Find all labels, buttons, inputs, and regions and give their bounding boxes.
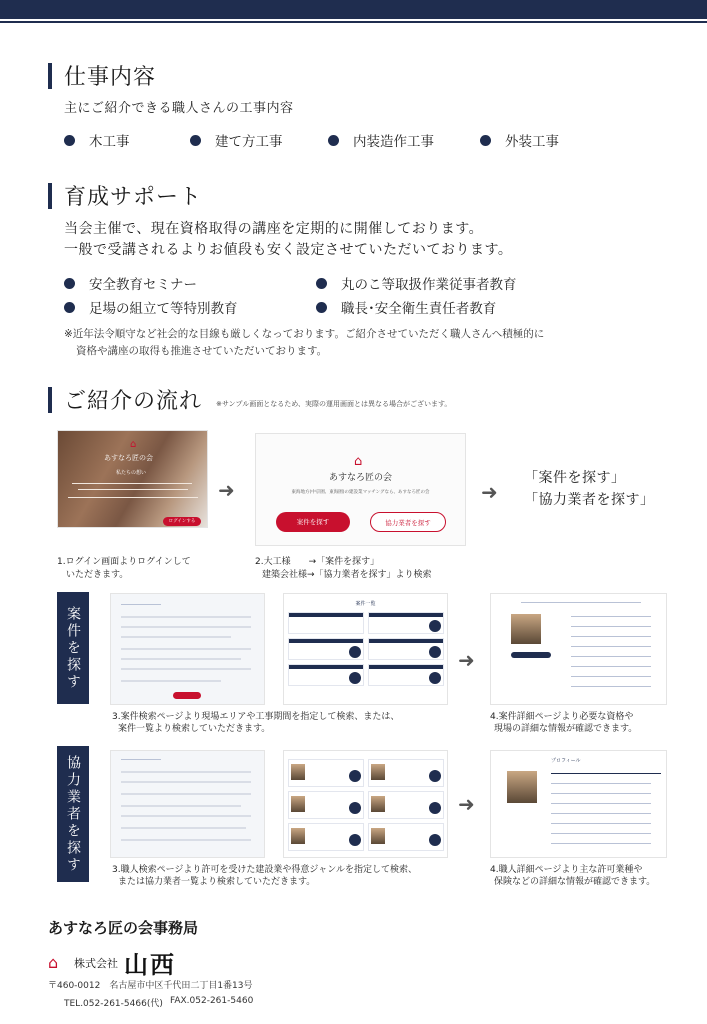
worker-photo <box>511 614 541 644</box>
right-arrow-icon: ➜ <box>218 478 235 502</box>
section-flow-heading <box>48 384 451 415</box>
company-prefix: 株式会社 <box>74 956 118 970</box>
list-item[interactable] <box>288 759 364 787</box>
bullet-icon <box>328 135 339 146</box>
bullet-icon <box>64 135 75 146</box>
row1-caption-b-2: 現場の詳細な情報が確認できます。 <box>494 724 638 734</box>
bullet-icon <box>316 302 327 313</box>
heading-bar <box>48 387 52 413</box>
work-item: 内装造作工事 <box>328 130 434 150</box>
list-item[interactable] <box>368 823 444 851</box>
partner-list-screenshot <box>283 750 448 858</box>
list-item[interactable] <box>288 791 364 819</box>
list-item[interactable] <box>368 759 444 787</box>
right-arrow-icon: ➜ <box>458 648 475 672</box>
site-name: あすなろ匠の会 <box>328 473 392 483</box>
worker-photo <box>507 771 537 803</box>
row1-caption-a-2: 案件一覧より検索していただきます。 <box>118 724 271 734</box>
house-roof-icon: ⌂ <box>354 454 363 469</box>
partner-search-screenshot <box>110 750 265 858</box>
support-item: 職長･安全衛生責任者教育 <box>316 297 496 317</box>
list-item[interactable] <box>368 664 444 686</box>
step1-caption-1: 1.ログイン画面よりログインして <box>57 557 191 567</box>
step2-caption-2: 建築会社様→「協力業者を探す」より検索 <box>262 570 432 580</box>
find-partner-button[interactable]: 協力業者を探す <box>370 512 446 532</box>
row1-caption-b-1: 4.案件詳細ページより必要な資格や <box>490 712 634 722</box>
row2-caption-b-1: 4.職人詳細ページより主な許可業種や <box>490 865 643 875</box>
work-item: 木工事 <box>64 130 130 150</box>
project-search-screenshot <box>110 593 265 705</box>
house-roof-icon: ⌂ <box>130 439 137 450</box>
heading-bar <box>48 63 52 89</box>
section-work-heading <box>48 60 156 91</box>
right-arrow-icon: ➜ <box>458 792 475 816</box>
bullet-icon <box>64 302 75 313</box>
search-button[interactable] <box>173 692 201 699</box>
list-item[interactable] <box>368 612 444 634</box>
site-tagline: 東海地方(中京圏、東海圏)の建設業マッチングなら、あすなろ匠の会 <box>291 490 430 495</box>
login-subtitle: 私たちの想い <box>116 470 147 476</box>
row-label-find-project: 案件を探す <box>57 592 89 704</box>
section-support-heading <box>48 180 202 211</box>
top-page-screenshot <box>255 433 466 546</box>
support-item: 安全教育セミナー <box>64 273 197 293</box>
login-button[interactable]: ログインする <box>163 517 201 526</box>
list-item[interactable] <box>288 612 364 634</box>
list-item[interactable] <box>368 638 444 660</box>
support-item: 足場の組立て等特別教育 <box>64 297 238 317</box>
bullet-icon <box>480 135 491 146</box>
row2-caption-a-2: または協力業者一覧より検索していただきます。 <box>118 877 316 887</box>
sample-note: ※サンプル画面となるため、実際の運用画面とは異なる場合がございます。 <box>216 399 452 408</box>
step1-caption-2: いただきます。 <box>66 570 129 580</box>
top-banner <box>0 0 707 19</box>
profile-title: プロフィール <box>551 758 581 764</box>
row2-caption-a-1: 3.職人検索ページより許可を受けた建設業や得意ジャンルを指定して検索、 <box>112 865 418 875</box>
choice-find-project: 「案件を探す」 <box>524 470 626 486</box>
login-screenshot <box>57 430 208 528</box>
project-detail-screenshot <box>490 593 667 705</box>
support-line-1: 当会主催で、現在資格取得の講座を定期的に開催しております。 <box>64 221 484 237</box>
find-project-button[interactable]: 案件を探す <box>276 512 350 532</box>
partner-detail-screenshot <box>490 750 667 858</box>
bullet-icon <box>190 135 201 146</box>
project-list-screenshot <box>283 593 448 705</box>
company-tel: TEL.052-261-5466(代) <box>64 999 163 1009</box>
office-name: あすなろ匠の会事務局 <box>48 919 199 937</box>
work-subtitle: 主にご紹介できる職人さんの工事内容 <box>64 101 294 116</box>
company-fax: FAX.052-261-5460 <box>170 996 254 1006</box>
company-name: 山西 <box>124 950 176 979</box>
right-arrow-icon: ➜ <box>481 480 498 504</box>
step2-caption-1: 2.大工様 →「案件を探す」 <box>255 557 380 567</box>
top-divider <box>0 21 707 23</box>
support-item: 丸のこ等取扱作業従事者教育 <box>316 273 517 293</box>
support-note-1: ※近年法令順守など社会的な目線も厳しくなっております。ご紹介させていただく職人さんへ積極的に <box>64 328 545 340</box>
house-roof-icon: ⌂ <box>48 952 59 972</box>
row2-caption-b-2: 保険などの詳細な情報が確認できます。 <box>494 877 656 887</box>
work-item: 外装工事 <box>480 130 559 150</box>
heading-bar <box>48 183 52 209</box>
bullet-icon <box>64 278 75 289</box>
list-item[interactable] <box>288 664 364 686</box>
bullet-icon <box>316 278 327 289</box>
work-item: 建て方工事 <box>190 130 283 150</box>
list-item[interactable] <box>288 638 364 660</box>
section-title: 仕事内容 <box>64 65 157 90</box>
list-item[interactable] <box>288 823 364 851</box>
list-title: 案件一覧 <box>355 601 376 607</box>
company-address: 〒460-0012 名古屋市中区千代田二丁目1番13号 <box>48 981 253 991</box>
choice-find-partner: 「協力業者を探す」 <box>524 492 655 508</box>
list-item[interactable] <box>368 791 444 819</box>
login-title: あすなろ匠の会 <box>104 454 153 462</box>
support-line-2: 一般で受講されるよりお値段も安く設定させていただいております。 <box>64 242 513 258</box>
section-title: ご紹介の流れ <box>64 389 203 414</box>
row1-caption-a-1: 3.案件検索ページより現場エリアや工事期間を指定して検索、または、 <box>112 712 400 722</box>
company-logo <box>48 945 176 980</box>
support-note-2: 資格や講座の取得も推進させていただいております。 <box>76 345 328 357</box>
section-title: 育成サポート <box>64 185 203 210</box>
row-label-find-partner: 協力業者を探す <box>57 746 89 882</box>
